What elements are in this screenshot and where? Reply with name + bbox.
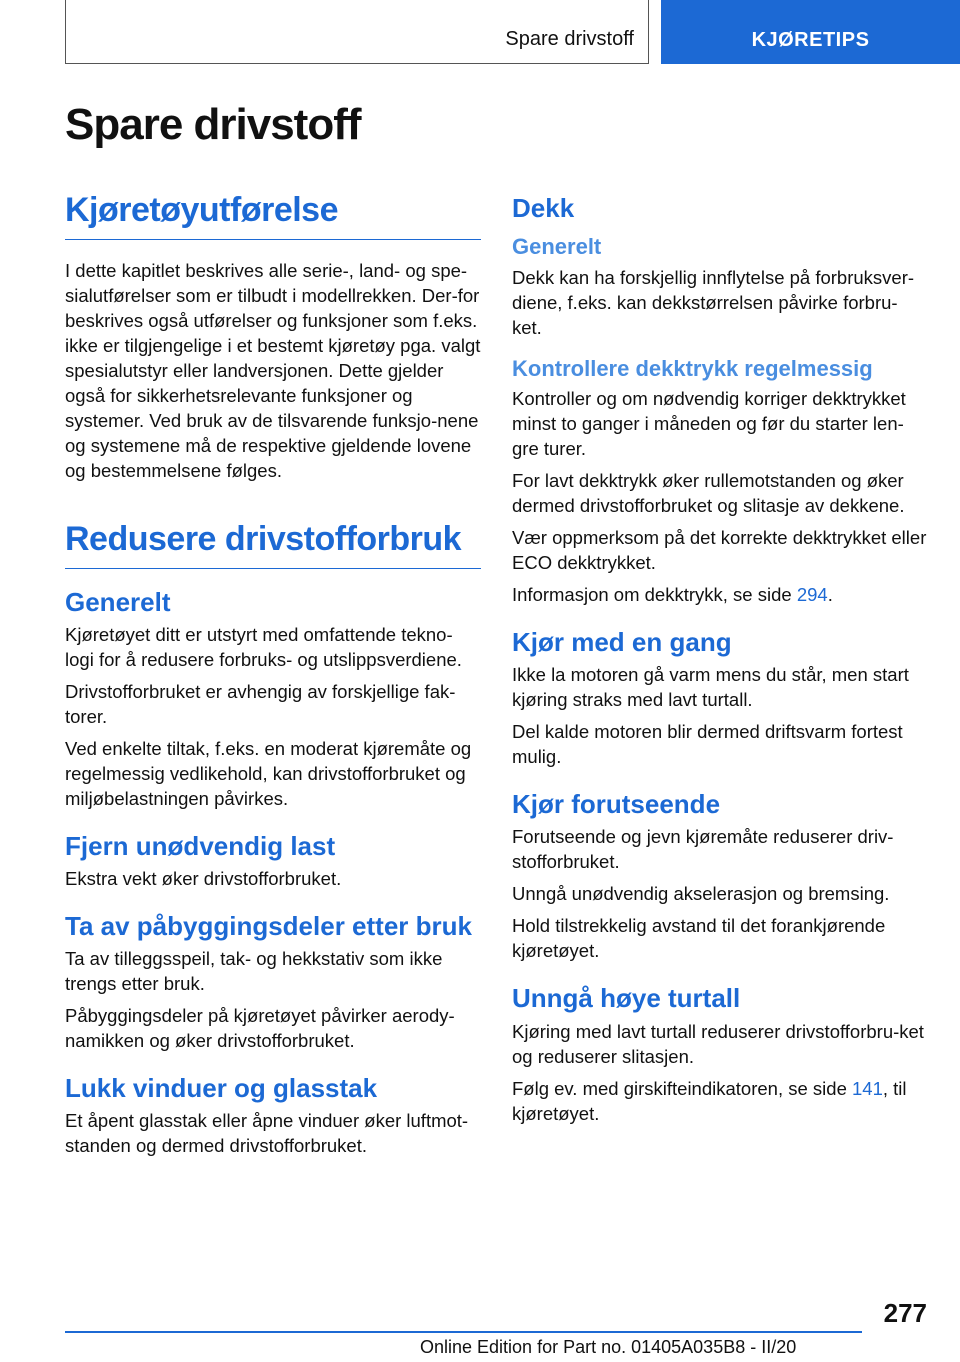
paragraph-text: . — [827, 583, 833, 605]
minor-heading-check-tire-pressure: Kontrollere dekktrykk regelmessig — [512, 355, 873, 381]
footer-edition: Online Edition for Part no. 01405A035B8 - II/20 — [420, 1337, 797, 1357]
header-chapter-label: KJØRETIPS — [751, 29, 870, 51]
paragraph: Dekk kan ha forskjellig innflytelse på forbruksver-diene, f.eks. kan dekkstørrelsen påvirke forbru-ket. — [512, 266, 915, 338]
paragraph — [512, 582, 927, 607]
paragraph-text: Følg ev. med girskifteindikatoren, se side — [512, 1077, 852, 1099]
paragraph: Ekstra vekt øker drivstofforbruket. — [65, 867, 342, 889]
header-section-title: Spare drivstoff — [505, 28, 634, 50]
subheading-drive-immediately: Kjør med en gang — [512, 626, 732, 657]
page-title: Spare drivstoff — [65, 100, 361, 149]
subheading-drive-anticipatory: Kjør forutseende — [512, 789, 721, 820]
paragraph — [512, 1076, 927, 1126]
paragraph: Ta av tilleggsspeil, tak- og hekkstativ som ikke trengs etter bruk. — [65, 948, 443, 995]
paragraph: Forutseende og jevn kjøremåte reduserer driv-stofforbruket. — [512, 826, 894, 873]
subheading-remove-load: Fjern unødvendig last — [65, 830, 336, 861]
paragraph: Hold tilstrekkelig avstand til det forankjørende kjøretøyet. — [512, 915, 886, 962]
footer-divider — [65, 1331, 862, 1333]
page-link-294[interactable]: 294 — [796, 583, 828, 605]
minor-heading-tires-general: Generelt — [512, 234, 602, 260]
paragraph-text: Informasjon om dekktrykk, se side — [512, 583, 797, 605]
paragraph: Ikke la motoren gå varm mens du står, men start kjøring straks med lavt turtall. — [512, 664, 909, 711]
right-column — [512, 193, 927, 1133]
paragraph: For lavt dekktrykk øker rullemotstanden og øker dermed drivstofforbruket og slitasje av dekkene. — [512, 469, 905, 516]
subheading-remove-attachments: Ta av påbyggingsdeler etter bruk — [65, 910, 472, 941]
paragraph: Ved enkelte tiltak, f.eks. en moderat kjøremåte og regelmessig vedlikehold, kan drivstofforbruket og miljøbelastningen påvirkes. — [65, 737, 472, 809]
paragraph-text: , til kjøretøyet. — [512, 1077, 907, 1124]
paragraph: Del kalde motoren blir dermed driftsvarm fortest mulig. — [512, 721, 903, 768]
subheading-close-windows: Lukk vinduer og glasstak — [65, 1073, 378, 1104]
paragraph: Drivstofforbruket er avhengig av forskjellige fak-torer. — [65, 680, 456, 727]
subheading-tires: Dekk — [512, 193, 575, 223]
paragraph: I dette kapitlet beskrives alle serie-, land- og spe-sialutførelser som er tilbudt i modellrekken. Der-for beskrives også utførelser og funksjoner som f.eks. ikke er tilgjengelige i et bestemt kjøretøy pga. valgt spesialutstyr eller landversjonen. Dette gjelder også for sikkerhetsrelevante funksjoner og systemer. Ved bruk av de tilsvarende funksjo-nene og systemene må de respektive gjeldende lovene og bestemmelsene følges. — [65, 259, 481, 481]
paragraph: Påbyggingsdeler på kjøretøyet påvirker aerody-namikken og øker drivstofforbruket. — [65, 1005, 455, 1052]
page-number: 277 — [883, 1298, 927, 1328]
paragraph: Kjøring med lavt turtall reduserer drivstofforbru-ket og reduserer slitasjen. — [512, 1020, 924, 1067]
page-link-141[interactable]: 141 — [852, 1077, 883, 1099]
section-heading-vehicle-variant: Kjøretøyutførelse — [65, 190, 481, 240]
paragraph: Et åpent glasstak eller åpne vinduer øker luftmot-standen og dermed drivstofforbruket. — [65, 1110, 469, 1157]
left-column — [65, 190, 481, 1165]
paragraph: Kjøretøyet ditt er utstyrt med omfattende tekno-logi for å redusere forbruks- og utslippsverdiene. — [65, 623, 462, 670]
paragraph: Unngå unødvendig akselerasjon og bremsing. — [512, 883, 890, 905]
subheading-general: Generelt — [65, 586, 171, 617]
header-section-box — [65, 0, 649, 64]
paragraph: Kontroller og om nødvendig korriger dekktrykket minst to ganger i måneden og før du starter len-gre turer. — [512, 387, 906, 459]
subheading-avoid-high-rpm: Unngå høye turtall — [512, 983, 741, 1014]
header-chapter-tab[interactable] — [661, 0, 960, 64]
paragraph: Vær oppmerksom på det korrekte dekktrykket eller ECO dekktrykket. — [512, 526, 927, 573]
section-heading-reduce-fuel: Redusere drivstofforbruk — [65, 519, 481, 569]
